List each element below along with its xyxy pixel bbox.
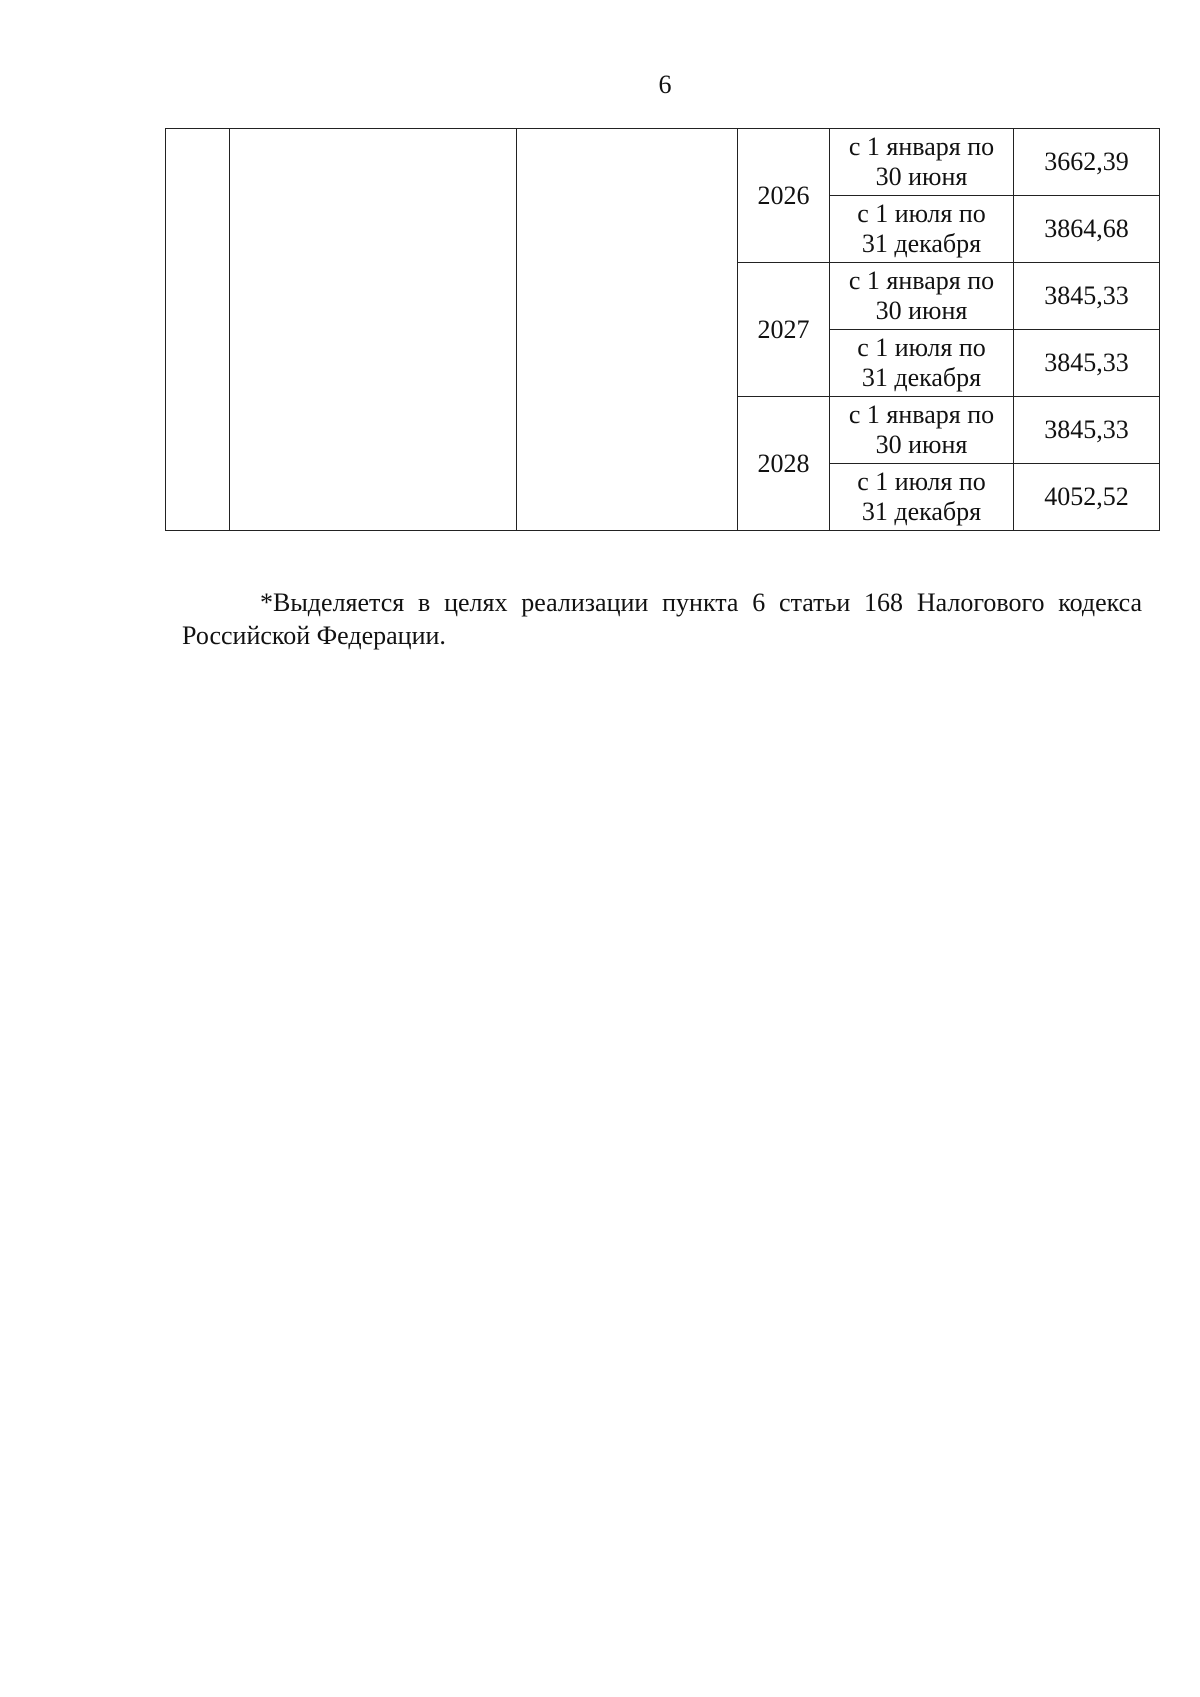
value-cell: 4052,52 xyxy=(1014,464,1160,531)
tariff-table xyxy=(165,128,1160,531)
year-cell: 2028 xyxy=(738,397,830,531)
value-cell: 3845,33 xyxy=(1014,263,1160,330)
period-start: с 1 июля по xyxy=(857,333,986,362)
year-cell: 2027 xyxy=(738,263,830,397)
empty-cell-name xyxy=(230,129,517,531)
year-cell: 2026 xyxy=(738,129,830,263)
period-cell xyxy=(830,196,1014,263)
period-start: с 1 января по xyxy=(848,400,995,429)
period-cell xyxy=(830,263,1014,330)
period-cell xyxy=(830,464,1014,531)
period-start: с 1 июля по xyxy=(857,467,986,496)
value-cell: 3662,39 xyxy=(1014,129,1160,196)
value-cell: 3845,33 xyxy=(1014,330,1160,397)
period-start: с 1 июля по xyxy=(857,199,986,228)
value-cell: 3864,68 xyxy=(1014,196,1160,263)
period-cell xyxy=(830,397,1014,464)
period-end: 30 июня xyxy=(875,296,968,325)
period-end: 30 июня xyxy=(875,162,968,191)
period-start: с 1 января по xyxy=(848,132,995,161)
footnote: *Выделяется в целях реализации пункта 6 статьи 168 Налогового кодекса Российской Федерации. xyxy=(182,588,1142,650)
value-cell: 3845,33 xyxy=(1014,397,1160,464)
empty-cell-indicator xyxy=(517,129,738,531)
period-start: с 1 января по xyxy=(848,266,995,295)
period-end: 31 декабря xyxy=(861,229,982,258)
period-cell xyxy=(830,129,1014,196)
period-end: 31 декабря xyxy=(861,497,982,526)
table-row xyxy=(166,129,1160,196)
page-number: 6 xyxy=(658,70,672,99)
empty-cell-number xyxy=(166,129,230,531)
period-end: 31 декабря xyxy=(861,363,982,392)
period-cell xyxy=(830,330,1014,397)
period-end: 30 июня xyxy=(875,430,968,459)
